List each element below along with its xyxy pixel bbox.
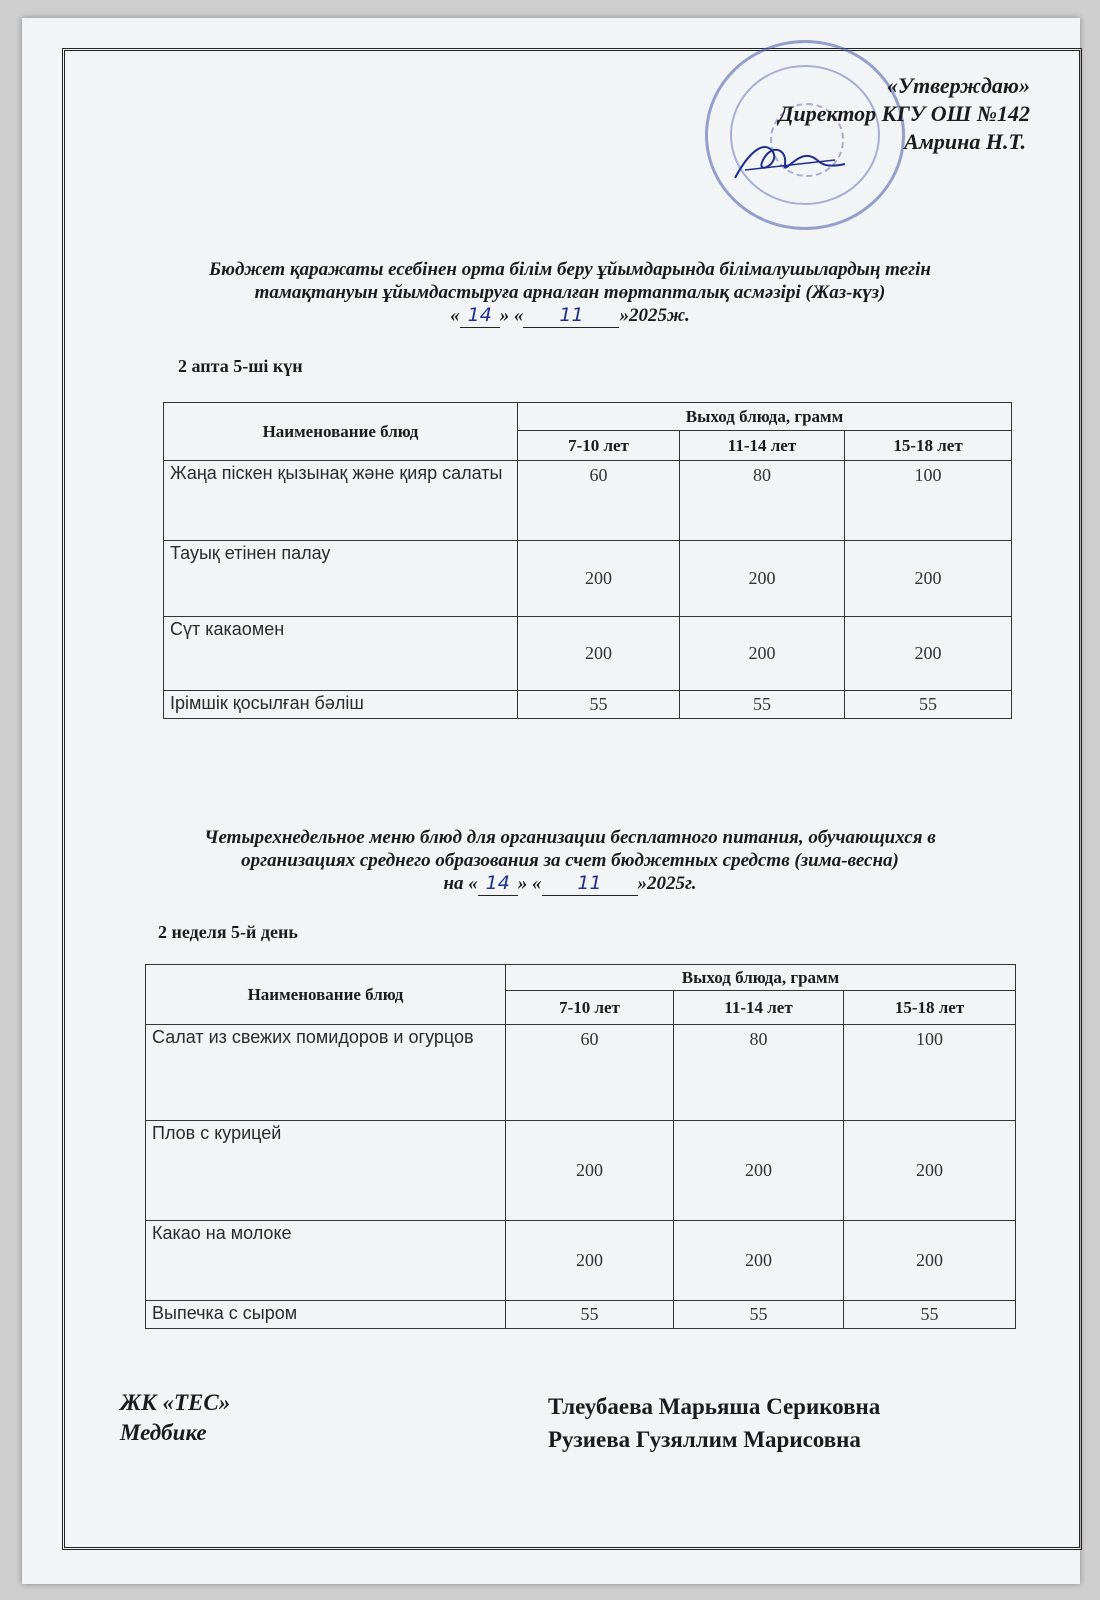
portion-15-18: 200 bbox=[845, 617, 1012, 691]
portion-11-14: 55 bbox=[674, 1301, 844, 1329]
kazakh-col-age-3: 15-18 лет bbox=[845, 431, 1012, 461]
portion-7-10: 200 bbox=[506, 1121, 674, 1221]
table-row bbox=[164, 617, 1012, 691]
russian-col-age-1: 7-10 лет bbox=[506, 991, 674, 1025]
dish-name: Сүт какаомен bbox=[164, 617, 518, 691]
table-row bbox=[164, 691, 1012, 719]
portion-7-10: 200 bbox=[506, 1221, 674, 1301]
portion-15-18: 55 bbox=[844, 1301, 1016, 1329]
footer-person-1: Тлеубаева Марьяша Сериковна bbox=[548, 1394, 881, 1419]
portion-7-10: 55 bbox=[518, 691, 680, 719]
approval-name: Амрина Н.Т. bbox=[904, 129, 1026, 154]
russian-heading bbox=[110, 826, 1030, 896]
kazakh-col-name: Наименование блюд bbox=[164, 403, 518, 461]
dish-name: Плов с курицей bbox=[146, 1121, 506, 1221]
russian-col-age-3: 15-18 лет bbox=[844, 991, 1016, 1025]
russian-date-month: 11 bbox=[542, 872, 638, 896]
dish-name: Выпечка с сыром bbox=[146, 1301, 506, 1329]
footer-organization bbox=[120, 1388, 230, 1448]
kazakh-date-suffix: »2025ж. bbox=[619, 305, 690, 326]
russian-date-mid: » « bbox=[517, 873, 542, 894]
footer-role: Медбике bbox=[120, 1420, 207, 1445]
portion-7-10: 200 bbox=[518, 541, 680, 617]
portion-15-18: 200 bbox=[844, 1121, 1016, 1221]
kazakh-date-mid: » « bbox=[499, 305, 524, 326]
document-sheet bbox=[22, 18, 1080, 1584]
portion-11-14: 200 bbox=[680, 617, 845, 691]
approval-position: Директор КГУ ОШ №142 bbox=[778, 101, 1030, 126]
approval-block bbox=[778, 72, 1030, 156]
kazakh-title-line2: тамақтануын ұйымдастыруға арналған төртапталық асмәзірі (Жаз-күз) bbox=[254, 282, 886, 303]
portion-15-18: 55 bbox=[845, 691, 1012, 719]
table-row bbox=[164, 541, 1012, 617]
footer-signatories bbox=[548, 1390, 880, 1456]
portion-7-10: 200 bbox=[518, 617, 680, 691]
portion-11-14: 200 bbox=[680, 541, 845, 617]
portion-15-18: 200 bbox=[845, 541, 1012, 617]
portion-7-10: 60 bbox=[506, 1025, 674, 1121]
russian-col-group: Выход блюда, грамм bbox=[506, 965, 1016, 991]
russian-title-line1: Четырехнедельное меню блюд для организации бесплатного питания, обучающихся в bbox=[204, 827, 936, 848]
portion-7-10: 60 bbox=[518, 461, 680, 541]
kazakh-date-day: 14 bbox=[460, 304, 500, 328]
table-row bbox=[146, 1221, 1016, 1301]
russian-menu-table bbox=[145, 964, 1016, 1329]
footer-org: ЖК «ТЕС» bbox=[120, 1390, 231, 1415]
kazakh-title-line1: Бюджет қаражаты есебінен орта білім беру ұйымдарында білімалушылардың тегін bbox=[209, 259, 931, 280]
kazakh-menu-table bbox=[163, 402, 1012, 719]
dish-name: Жаңа піскен қызынақ және қияр салаты bbox=[164, 461, 518, 541]
kazakh-heading bbox=[110, 258, 1030, 328]
portion-11-14: 80 bbox=[674, 1025, 844, 1121]
dish-name: Тауық етінен палау bbox=[164, 541, 518, 617]
kazakh-col-age-1: 7-10 лет bbox=[518, 431, 680, 461]
kazakh-day-label: 2 апта 5-ші күн bbox=[178, 356, 303, 376]
russian-day-label: 2 неделя 5-й день bbox=[158, 922, 298, 942]
portion-11-14: 200 bbox=[674, 1121, 844, 1221]
portion-15-18: 100 bbox=[845, 461, 1012, 541]
portion-11-14: 55 bbox=[680, 691, 845, 719]
portion-15-18: 100 bbox=[844, 1025, 1016, 1121]
table-row bbox=[146, 1121, 1016, 1221]
kazakh-col-age-2: 11-14 лет bbox=[680, 431, 845, 461]
approval-title: «Утверждаю» bbox=[886, 73, 1030, 98]
table-row bbox=[146, 1301, 1016, 1329]
portion-15-18: 200 bbox=[844, 1221, 1016, 1301]
portion-7-10: 55 bbox=[506, 1301, 674, 1329]
portion-11-14: 200 bbox=[674, 1221, 844, 1301]
russian-date-line bbox=[110, 872, 1030, 896]
portion-11-14: 80 bbox=[680, 461, 845, 541]
kazakh-col-group: Выход блюда, грамм bbox=[518, 403, 1012, 431]
dish-name: Какао на молоке bbox=[146, 1221, 506, 1301]
kazakh-date-prefix: « bbox=[450, 305, 460, 326]
kazakh-date-month: 11 bbox=[523, 304, 619, 328]
russian-date-day: 14 bbox=[478, 872, 518, 896]
russian-date-suffix: »2025г. bbox=[637, 873, 697, 894]
russian-date-prefix: на « bbox=[443, 873, 478, 894]
table-row bbox=[164, 461, 1012, 541]
kazakh-date-line bbox=[110, 304, 1030, 328]
russian-title-line2: организациях среднего образования за счет бюджетных средств (зима-весна) bbox=[241, 850, 899, 871]
russian-col-age-2: 11-14 лет bbox=[674, 991, 844, 1025]
dish-name: Ірімшік қосылған бәліш bbox=[164, 691, 518, 719]
table-row bbox=[146, 1025, 1016, 1121]
dish-name: Салат из свежих помидоров и огурцов bbox=[146, 1025, 506, 1121]
russian-col-name: Наименование блюд bbox=[146, 965, 506, 1025]
footer-person-2: Рузиева Гузяллим Марисовна bbox=[548, 1427, 861, 1452]
